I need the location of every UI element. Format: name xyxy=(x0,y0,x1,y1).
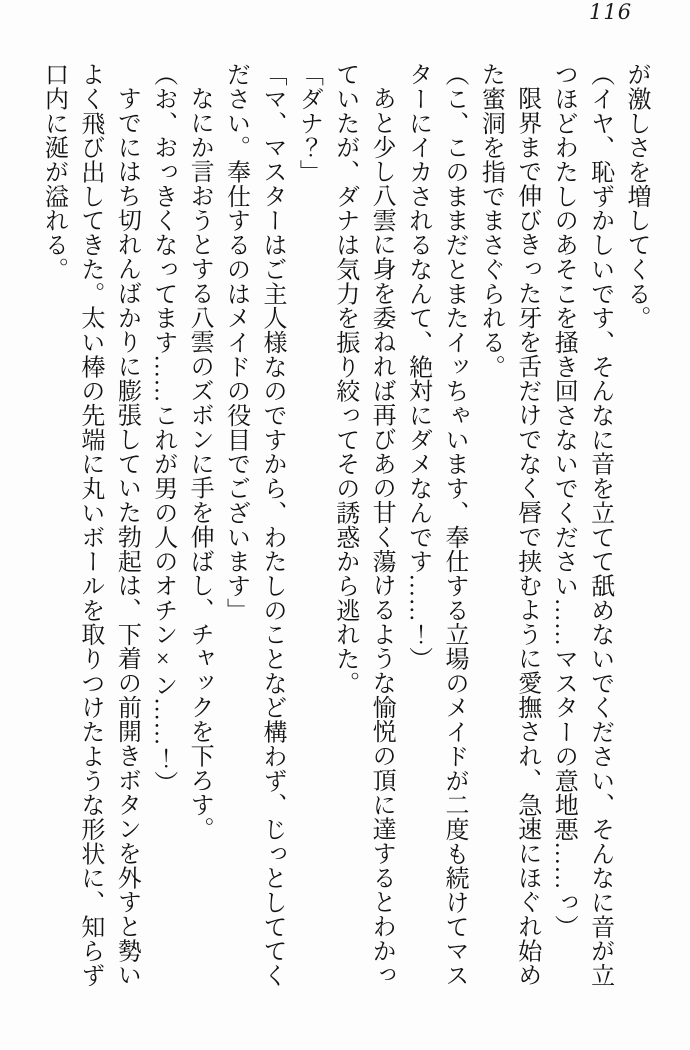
text-line: ていたが、ダナは気力を振り絞ってその誘惑から逃れた。 xyxy=(331,62,358,696)
text-line: （お、おっきくなってます……これが男の人のオチン×ン……！） xyxy=(149,62,176,795)
text-line: 限界まで伸びきった牙を舌だけでなく唇で挟むように愛撫され、急速にほぐれ始め xyxy=(513,86,540,987)
text-line: よく飛び出してきた。太い棒の先端に丸いボールを取りつけたような形状に、知らず xyxy=(76,62,103,988)
text-line: 口内に涎が溢れる。 xyxy=(40,62,67,282)
text-line: 「マ、マスターはご主人様なのですから、わたしのことなど構わず、じっとしててく xyxy=(258,62,285,988)
page-number: 116 xyxy=(589,0,633,24)
text-line: た蜜洞を指でまさぐられる。 xyxy=(477,62,504,379)
text-line: 「ダナ？」 xyxy=(295,62,322,184)
text-line: （こ、このままだとまたイッちゃいます、奉仕する立場のメイドが二度も続けてマス xyxy=(440,62,467,988)
text-line: つほどわたしのあそこを掻き回さないでください……マスターの意地悪……っ） xyxy=(550,62,577,939)
text-line: すでにはち切れんばかりに膨張していた勃起は、下着の前開きボタンを外すと勢い xyxy=(113,86,140,987)
text-line: ターにイカされるなんて、絶対にダメなんです……！） xyxy=(404,62,431,671)
text-line: が激しさを増してくる。 xyxy=(623,62,649,330)
text-line: （イヤ、恥ずかしいです、そんなに音を立てて舐めないでください、そんなに音が立 xyxy=(586,62,613,988)
text-line: ださい。奉仕するのはメイドの役目でございます」 xyxy=(222,62,249,623)
text-line: なにか言おうとする八雲のズボンに手を伸ばし、チャックを下ろす。 xyxy=(186,86,213,841)
text-line: あと少し八雲に身を委ねれば再びあの甘く蕩けるような愉悦の頂に達するとわかっ xyxy=(368,86,395,987)
text-block xyxy=(35,62,654,992)
